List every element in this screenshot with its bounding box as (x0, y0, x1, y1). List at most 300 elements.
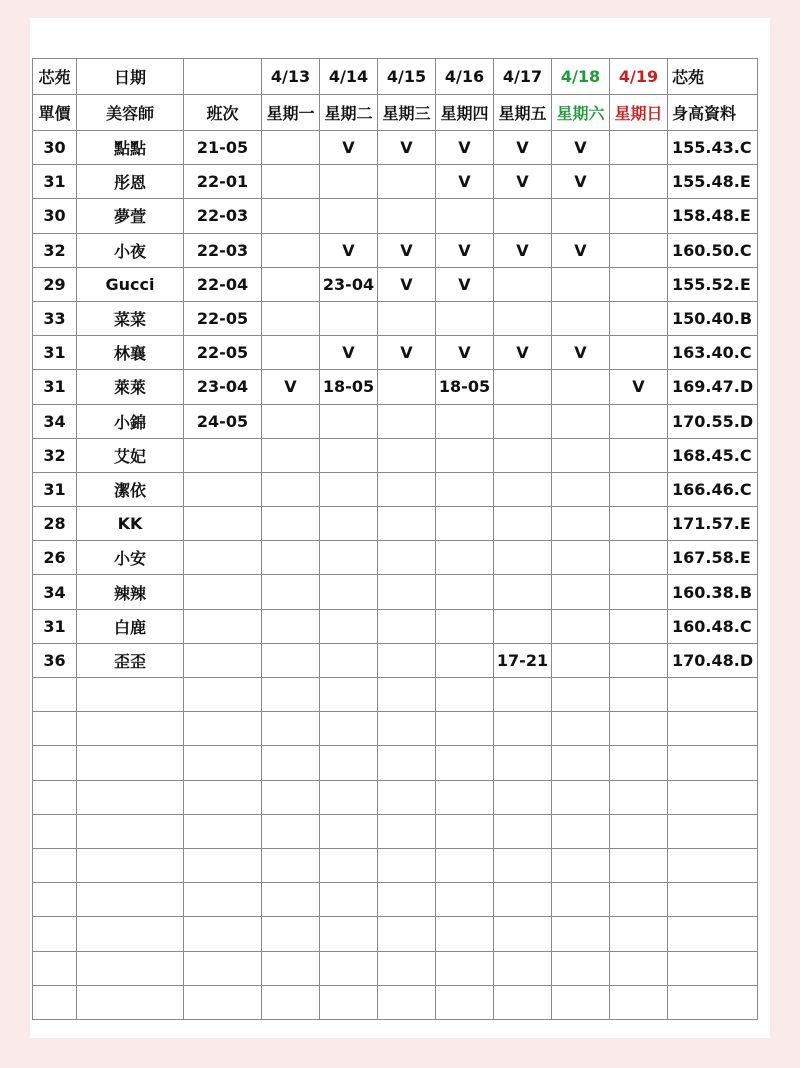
day-cell (552, 609, 610, 643)
day-cell (494, 370, 552, 404)
empty-cell (184, 678, 262, 712)
empty-row (33, 712, 758, 746)
day-cell (436, 507, 494, 541)
day-cell: 23-04 (320, 267, 378, 301)
header-day: 星期三 (378, 95, 436, 131)
day-cell (494, 199, 552, 233)
header-right-bottom: 身高資料 (668, 95, 758, 131)
day-cell (262, 438, 320, 472)
empty-cell (610, 848, 668, 882)
shift-cell (184, 609, 262, 643)
header-date: 4/15 (378, 59, 436, 95)
table-row (33, 541, 758, 575)
empty-cell (33, 814, 77, 848)
day-cell (378, 301, 436, 335)
empty-cell (184, 985, 262, 1019)
header-date: 4/14 (320, 59, 378, 95)
day-cell (320, 643, 378, 677)
empty-cell (320, 814, 378, 848)
empty-row (33, 985, 758, 1019)
height-cell: 167.58.E (668, 541, 758, 575)
header-stylist-title: 美容師 (77, 95, 184, 131)
shift-cell (184, 643, 262, 677)
day-cell (552, 541, 610, 575)
empty-row (33, 951, 758, 985)
empty-cell (184, 951, 262, 985)
day-cell (610, 507, 668, 541)
empty-cell (494, 985, 552, 1019)
height-cell: 170.55.D (668, 404, 758, 438)
empty-cell (33, 917, 77, 951)
day-cell: V (494, 233, 552, 267)
day-cell (552, 301, 610, 335)
day-cell (320, 438, 378, 472)
table-row (33, 267, 758, 301)
empty-cell (494, 814, 552, 848)
header-blank (184, 59, 262, 95)
empty-row (33, 746, 758, 780)
empty-cell (436, 985, 494, 1019)
empty-cell (262, 883, 320, 917)
empty-cell (320, 985, 378, 1019)
empty-cell (610, 814, 668, 848)
empty-cell (552, 951, 610, 985)
day-cell: V (262, 370, 320, 404)
day-cell (610, 267, 668, 301)
table-row (33, 472, 758, 506)
day-cell: V (320, 233, 378, 267)
day-cell (552, 507, 610, 541)
header-date-saturday: 4/18 (552, 59, 610, 95)
empty-cell (610, 712, 668, 746)
day-cell: V (552, 165, 610, 199)
table-row (33, 370, 758, 404)
empty-cell (262, 712, 320, 746)
table-row (33, 404, 758, 438)
height-cell: 160.48.C (668, 609, 758, 643)
header-day: 星期四 (436, 95, 494, 131)
empty-cell (552, 746, 610, 780)
header-corner-bottom: 單價 (33, 95, 77, 131)
empty-cell (320, 917, 378, 951)
empty-cell (77, 883, 184, 917)
day-cell (552, 643, 610, 677)
shift-cell: 22-05 (184, 336, 262, 370)
day-cell (378, 472, 436, 506)
day-cell: V (552, 336, 610, 370)
day-cell (378, 404, 436, 438)
empty-cell (77, 814, 184, 848)
schedule-table (32, 58, 758, 1020)
day-cell (320, 199, 378, 233)
day-cell (436, 575, 494, 609)
shift-cell: 22-05 (184, 301, 262, 335)
price-cell: 30 (33, 199, 77, 233)
empty-cell (320, 848, 378, 882)
empty-cell (33, 951, 77, 985)
stylist-name-cell: 辣辣 (77, 575, 184, 609)
day-cell (378, 165, 436, 199)
day-cell: V (552, 233, 610, 267)
schedule-sheet (30, 18, 770, 1038)
empty-cell (668, 712, 758, 746)
empty-cell (494, 780, 552, 814)
day-cell (494, 609, 552, 643)
empty-cell (320, 746, 378, 780)
empty-cell (378, 712, 436, 746)
height-cell: 166.46.C (668, 472, 758, 506)
empty-row (33, 917, 758, 951)
empty-cell (668, 848, 758, 882)
day-cell (320, 609, 378, 643)
day-cell: 17-21 (494, 643, 552, 677)
empty-cell (378, 780, 436, 814)
day-cell (610, 609, 668, 643)
empty-cell (494, 951, 552, 985)
day-cell (320, 165, 378, 199)
day-cell (494, 404, 552, 438)
empty-cell (262, 814, 320, 848)
day-cell (378, 370, 436, 404)
day-cell (378, 575, 436, 609)
stylist-name-cell: KK (77, 507, 184, 541)
price-cell: 31 (33, 472, 77, 506)
header-right-top: 芯苑 (668, 59, 758, 95)
empty-row (33, 848, 758, 882)
empty-cell (552, 678, 610, 712)
day-cell (262, 507, 320, 541)
empty-row (33, 678, 758, 712)
height-cell: 150.40.B (668, 301, 758, 335)
day-cell: V (436, 267, 494, 301)
empty-cell (668, 985, 758, 1019)
day-cell (262, 165, 320, 199)
empty-cell (436, 848, 494, 882)
empty-cell (378, 985, 436, 1019)
day-cell (262, 131, 320, 165)
shift-cell (184, 438, 262, 472)
day-cell (610, 233, 668, 267)
empty-cell (262, 678, 320, 712)
day-cell: V (378, 131, 436, 165)
day-cell: 18-05 (436, 370, 494, 404)
header-day: 星期二 (320, 95, 378, 131)
empty-cell (552, 985, 610, 1019)
header-row-dates (33, 59, 758, 95)
day-cell: V (610, 370, 668, 404)
price-cell: 31 (33, 165, 77, 199)
header-day: 星期五 (494, 95, 552, 131)
table-row (33, 233, 758, 267)
empty-cell (552, 814, 610, 848)
day-cell (262, 541, 320, 575)
day-cell (262, 336, 320, 370)
stylist-name-cell: 彤恩 (77, 165, 184, 199)
day-cell (320, 301, 378, 335)
day-cell: V (436, 233, 494, 267)
table-row (33, 507, 758, 541)
price-cell: 33 (33, 301, 77, 335)
table-row (33, 575, 758, 609)
day-cell: V (320, 131, 378, 165)
height-cell: 170.48.D (668, 643, 758, 677)
empty-cell (320, 712, 378, 746)
day-cell (262, 233, 320, 267)
empty-cell (436, 883, 494, 917)
shift-cell: 24-05 (184, 404, 262, 438)
height-cell: 155.43.C (668, 131, 758, 165)
height-cell: 155.48.E (668, 165, 758, 199)
table-row (33, 438, 758, 472)
day-cell (610, 472, 668, 506)
day-cell (552, 438, 610, 472)
header-row-days (33, 95, 758, 131)
empty-cell (552, 712, 610, 746)
empty-cell (33, 678, 77, 712)
day-cell (262, 404, 320, 438)
empty-cell (436, 746, 494, 780)
price-cell: 32 (33, 438, 77, 472)
table-row (33, 199, 758, 233)
empty-cell (77, 780, 184, 814)
empty-row (33, 814, 758, 848)
shift-cell: 22-03 (184, 233, 262, 267)
day-cell (610, 131, 668, 165)
day-cell (436, 643, 494, 677)
empty-cell (668, 814, 758, 848)
header-day-saturday: 星期六 (552, 95, 610, 131)
day-cell (552, 472, 610, 506)
day-cell (436, 438, 494, 472)
stylist-name-cell: 白鹿 (77, 609, 184, 643)
empty-cell (552, 780, 610, 814)
day-cell: V (436, 131, 494, 165)
empty-cell (77, 746, 184, 780)
empty-cell (552, 883, 610, 917)
height-cell: 171.57.E (668, 507, 758, 541)
table-row (33, 131, 758, 165)
empty-cell (77, 951, 184, 985)
empty-cell (33, 883, 77, 917)
price-cell: 32 (33, 233, 77, 267)
day-cell (494, 575, 552, 609)
day-cell: V (436, 165, 494, 199)
shift-cell (184, 472, 262, 506)
day-cell (320, 541, 378, 575)
day-cell (378, 541, 436, 575)
day-cell (436, 541, 494, 575)
header-day: 星期一 (262, 95, 320, 131)
day-cell (436, 609, 494, 643)
empty-cell (668, 746, 758, 780)
price-cell: 34 (33, 404, 77, 438)
empty-cell (320, 678, 378, 712)
header-shift-title: 班次 (184, 95, 262, 131)
day-cell: V (378, 267, 436, 301)
day-cell: V (494, 336, 552, 370)
price-cell: 30 (33, 131, 77, 165)
price-cell: 36 (33, 643, 77, 677)
header-date-sunday: 4/19 (610, 59, 668, 95)
day-cell (494, 541, 552, 575)
header-day-sunday: 星期日 (610, 95, 668, 131)
table-row (33, 609, 758, 643)
empty-cell (436, 951, 494, 985)
price-cell: 31 (33, 370, 77, 404)
empty-cell (668, 678, 758, 712)
empty-cell (184, 883, 262, 917)
header-corner-top: 芯苑 (33, 59, 77, 95)
empty-cell (262, 780, 320, 814)
empty-cell (77, 848, 184, 882)
price-cell: 31 (33, 336, 77, 370)
day-cell (436, 472, 494, 506)
empty-cell (33, 985, 77, 1019)
stylist-name-cell: 小夜 (77, 233, 184, 267)
day-cell (494, 507, 552, 541)
empty-cell (494, 678, 552, 712)
shift-cell (184, 541, 262, 575)
height-cell: 160.50.C (668, 233, 758, 267)
empty-cell (33, 848, 77, 882)
empty-cell (320, 951, 378, 985)
day-cell (436, 199, 494, 233)
price-cell: 26 (33, 541, 77, 575)
stylist-name-cell: 點點 (77, 131, 184, 165)
empty-cell (436, 678, 494, 712)
empty-cell (378, 746, 436, 780)
empty-cell (77, 985, 184, 1019)
day-cell: V (494, 131, 552, 165)
day-cell (262, 575, 320, 609)
empty-cell (436, 917, 494, 951)
header-date: 4/13 (262, 59, 320, 95)
day-cell (610, 575, 668, 609)
shift-cell: 22-04 (184, 267, 262, 301)
day-cell: V (320, 336, 378, 370)
empty-cell (436, 814, 494, 848)
day-cell (610, 301, 668, 335)
stylist-name-cell: 小錦 (77, 404, 184, 438)
empty-cell (262, 985, 320, 1019)
day-cell: V (494, 165, 552, 199)
empty-cell (610, 883, 668, 917)
empty-cell (320, 883, 378, 917)
stylist-name-cell: Gucci (77, 267, 184, 301)
day-cell (610, 199, 668, 233)
day-cell (262, 301, 320, 335)
height-cell: 158.48.E (668, 199, 758, 233)
day-cell (262, 267, 320, 301)
day-cell (494, 267, 552, 301)
header-date: 4/17 (494, 59, 552, 95)
empty-row (33, 883, 758, 917)
empty-cell (610, 746, 668, 780)
day-cell (262, 199, 320, 233)
stylist-name-cell: 萊萊 (77, 370, 184, 404)
table-row (33, 301, 758, 335)
header-date: 4/16 (436, 59, 494, 95)
price-cell: 28 (33, 507, 77, 541)
day-cell: 18-05 (320, 370, 378, 404)
empty-cell (494, 883, 552, 917)
table-row (33, 336, 758, 370)
height-cell: 155.52.E (668, 267, 758, 301)
empty-cell (262, 746, 320, 780)
empty-cell (436, 780, 494, 814)
empty-cell (494, 746, 552, 780)
empty-cell (184, 814, 262, 848)
day-cell (552, 199, 610, 233)
day-cell (494, 301, 552, 335)
day-cell (378, 199, 436, 233)
empty-cell (610, 951, 668, 985)
stylist-name-cell: 歪歪 (77, 643, 184, 677)
empty-cell (262, 917, 320, 951)
shift-cell: 22-01 (184, 165, 262, 199)
empty-cell (552, 848, 610, 882)
empty-cell (494, 917, 552, 951)
stylist-name-cell: 潔依 (77, 472, 184, 506)
empty-cell (184, 746, 262, 780)
empty-cell (33, 746, 77, 780)
empty-cell (610, 780, 668, 814)
header-date-title: 日期 (77, 59, 184, 95)
day-cell (552, 267, 610, 301)
shift-cell (184, 507, 262, 541)
day-cell (610, 336, 668, 370)
empty-cell (77, 678, 184, 712)
day-cell (378, 507, 436, 541)
day-cell (610, 643, 668, 677)
empty-cell (378, 883, 436, 917)
stylist-name-cell: 林襄 (77, 336, 184, 370)
day-cell (262, 643, 320, 677)
day-cell (378, 609, 436, 643)
empty-cell (668, 951, 758, 985)
empty-cell (33, 780, 77, 814)
empty-cell (668, 883, 758, 917)
empty-cell (262, 951, 320, 985)
stylist-name-cell: 小安 (77, 541, 184, 575)
day-cell (320, 404, 378, 438)
empty-cell (668, 780, 758, 814)
day-cell (378, 438, 436, 472)
day-cell (320, 575, 378, 609)
stylist-name-cell: 夢萱 (77, 199, 184, 233)
shift-cell: 22-03 (184, 199, 262, 233)
empty-cell (33, 712, 77, 746)
price-cell: 29 (33, 267, 77, 301)
day-cell (610, 404, 668, 438)
empty-cell (378, 917, 436, 951)
day-cell (494, 472, 552, 506)
day-cell (262, 472, 320, 506)
stylist-name-cell: 艾妃 (77, 438, 184, 472)
empty-cell (320, 780, 378, 814)
empty-cell (610, 678, 668, 712)
day-cell (436, 301, 494, 335)
price-cell: 31 (33, 609, 77, 643)
empty-cell (494, 712, 552, 746)
shift-cell (184, 575, 262, 609)
empty-cell (610, 917, 668, 951)
day-cell (320, 472, 378, 506)
empty-cell (77, 712, 184, 746)
shift-cell: 21-05 (184, 131, 262, 165)
table-row (33, 165, 758, 199)
shift-cell: 23-04 (184, 370, 262, 404)
